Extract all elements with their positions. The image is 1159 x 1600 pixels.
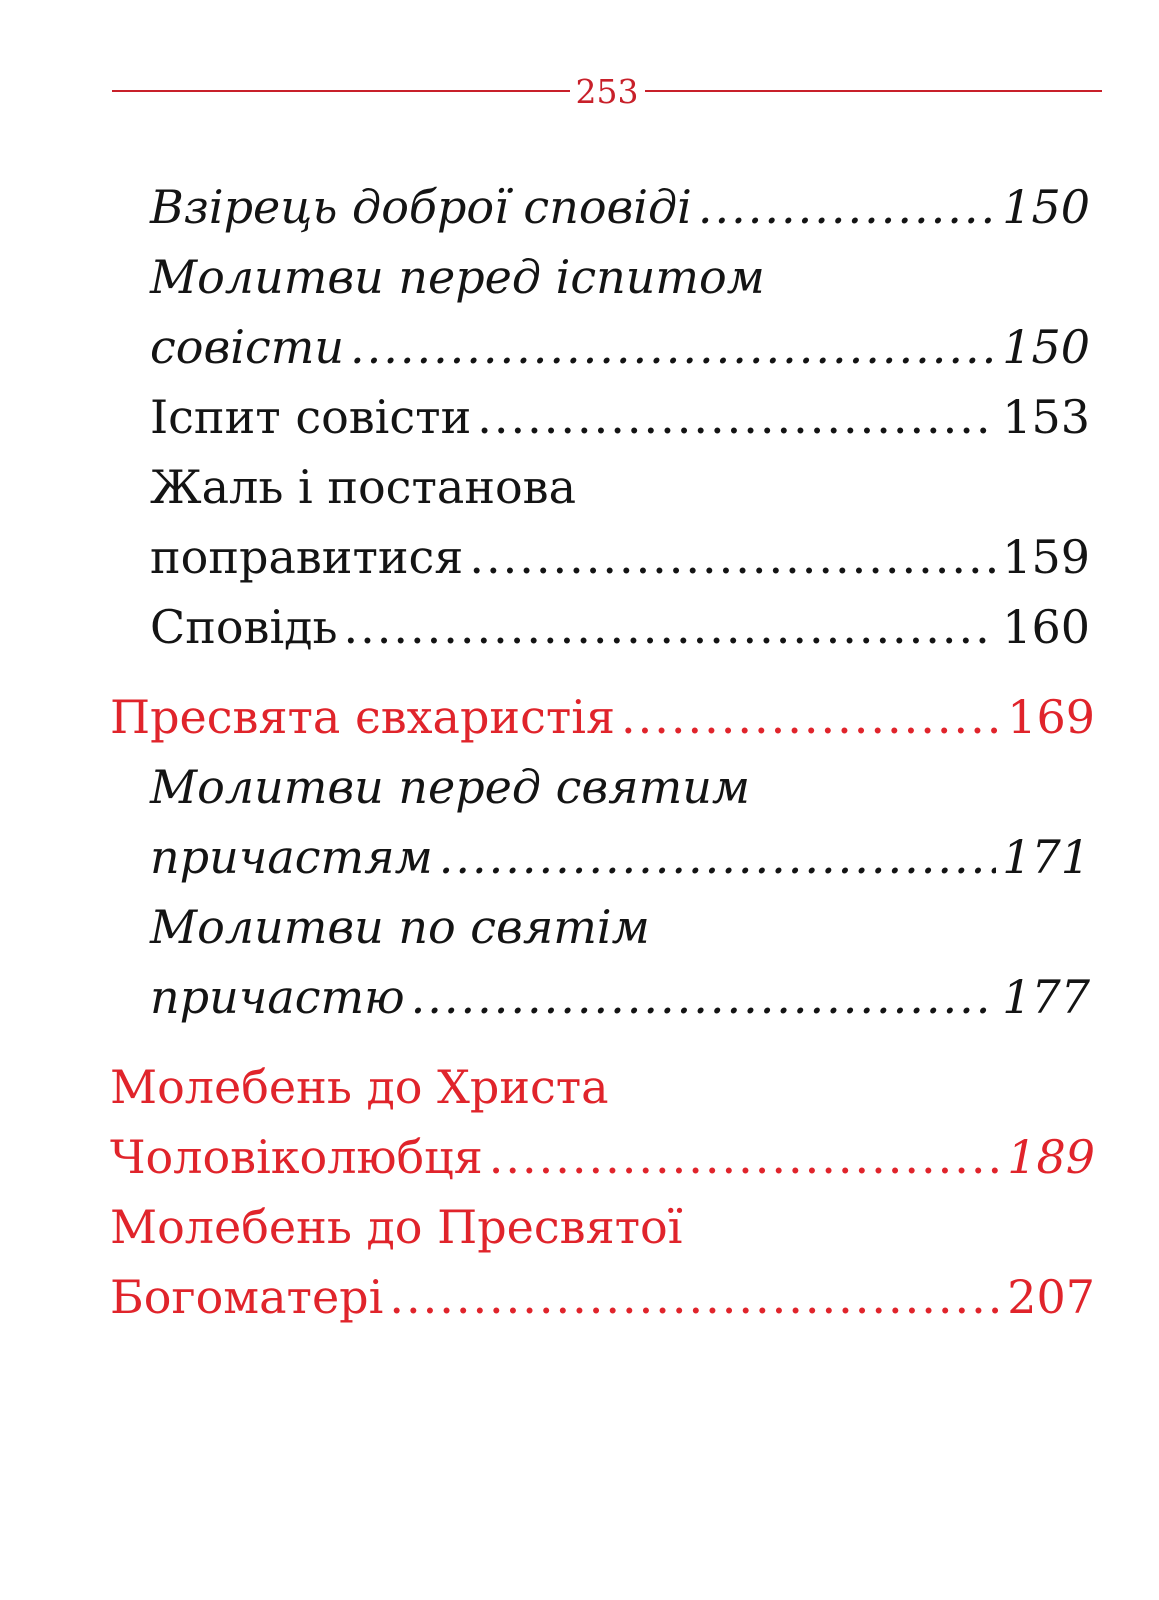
toc-section-title: Богоматері (110, 1270, 384, 1324)
toc-entry-title: Молитви перед іспитом (150, 250, 765, 304)
toc-section-line[interactable] (110, 690, 1095, 744)
page-number: 253 (575, 71, 639, 111)
header-rule-left (112, 90, 570, 92)
toc-entry-title: поправитися (150, 530, 464, 584)
page-header (112, 66, 1102, 116)
toc-entry-title: Молитви перед святим (150, 760, 751, 814)
toc-entry-page: 150 (1002, 180, 1090, 234)
toc-section-line[interactable] (110, 1270, 1095, 1324)
toc-section-page: 207 (1007, 1270, 1095, 1324)
toc-section-title: Молебень до Пресвятої (110, 1200, 683, 1254)
dot-leader (698, 184, 996, 230)
toc-entry-line[interactable] (150, 970, 1090, 1024)
toc-section-title: Пресвята євхаристія (110, 690, 616, 744)
toc-entry-line[interactable] (150, 250, 1090, 304)
toc-entry-title: Сповідь (150, 600, 338, 654)
toc-entry-title: Молитви по святім (150, 900, 650, 954)
toc-entry-title: причастям (150, 830, 433, 884)
toc-entry-line[interactable] (150, 390, 1090, 444)
toc-entry-title: совісти (150, 320, 344, 374)
toc-entry-line[interactable] (150, 600, 1090, 654)
toc-section-line[interactable] (110, 1200, 1095, 1254)
toc-section-page: 169 (1007, 690, 1095, 744)
header-rule-right (645, 90, 1103, 92)
toc-section-title: Молебень до Христа (110, 1060, 609, 1114)
dot-leader (621, 694, 1001, 740)
dot-leader (344, 604, 997, 650)
toc-entry-title: Взірець доброї сповіді (150, 180, 692, 234)
toc-entry-page: 159 (1002, 530, 1090, 584)
toc-entry-line[interactable] (150, 460, 1090, 514)
dot-leader (411, 974, 997, 1020)
toc-entry-line[interactable] (150, 320, 1090, 374)
toc-section-line[interactable] (110, 1130, 1095, 1184)
toc-entry-title: причастю (150, 970, 405, 1024)
toc-entry-line[interactable] (150, 180, 1090, 234)
toc-entry-page: 177 (1002, 970, 1090, 1024)
toc-section-line[interactable] (110, 1060, 1095, 1114)
toc-entry-title: Іспит совісти (150, 390, 472, 444)
toc-entry-line[interactable] (150, 900, 1090, 954)
toc-entry-page: 171 (1002, 830, 1090, 884)
toc-entry-title: Жаль і постанова (150, 460, 576, 514)
toc-entry-page: 160 (1002, 600, 1090, 654)
dot-leader (469, 534, 996, 580)
toc-section-title: Чоловіколюбця (110, 1130, 483, 1184)
dot-leader (439, 834, 996, 880)
toc-entry-line[interactable] (150, 760, 1090, 814)
dot-leader (477, 394, 996, 440)
toc-entry-line[interactable] (150, 830, 1090, 884)
toc-entry-line[interactable] (150, 530, 1090, 584)
dot-leader (389, 1274, 1001, 1320)
dot-leader (350, 324, 996, 370)
dot-leader (489, 1134, 1001, 1180)
toc-entry-page: 150 (1002, 320, 1090, 374)
toc-section-page: 189 (1007, 1130, 1095, 1184)
toc-entry-page: 153 (1002, 390, 1090, 444)
